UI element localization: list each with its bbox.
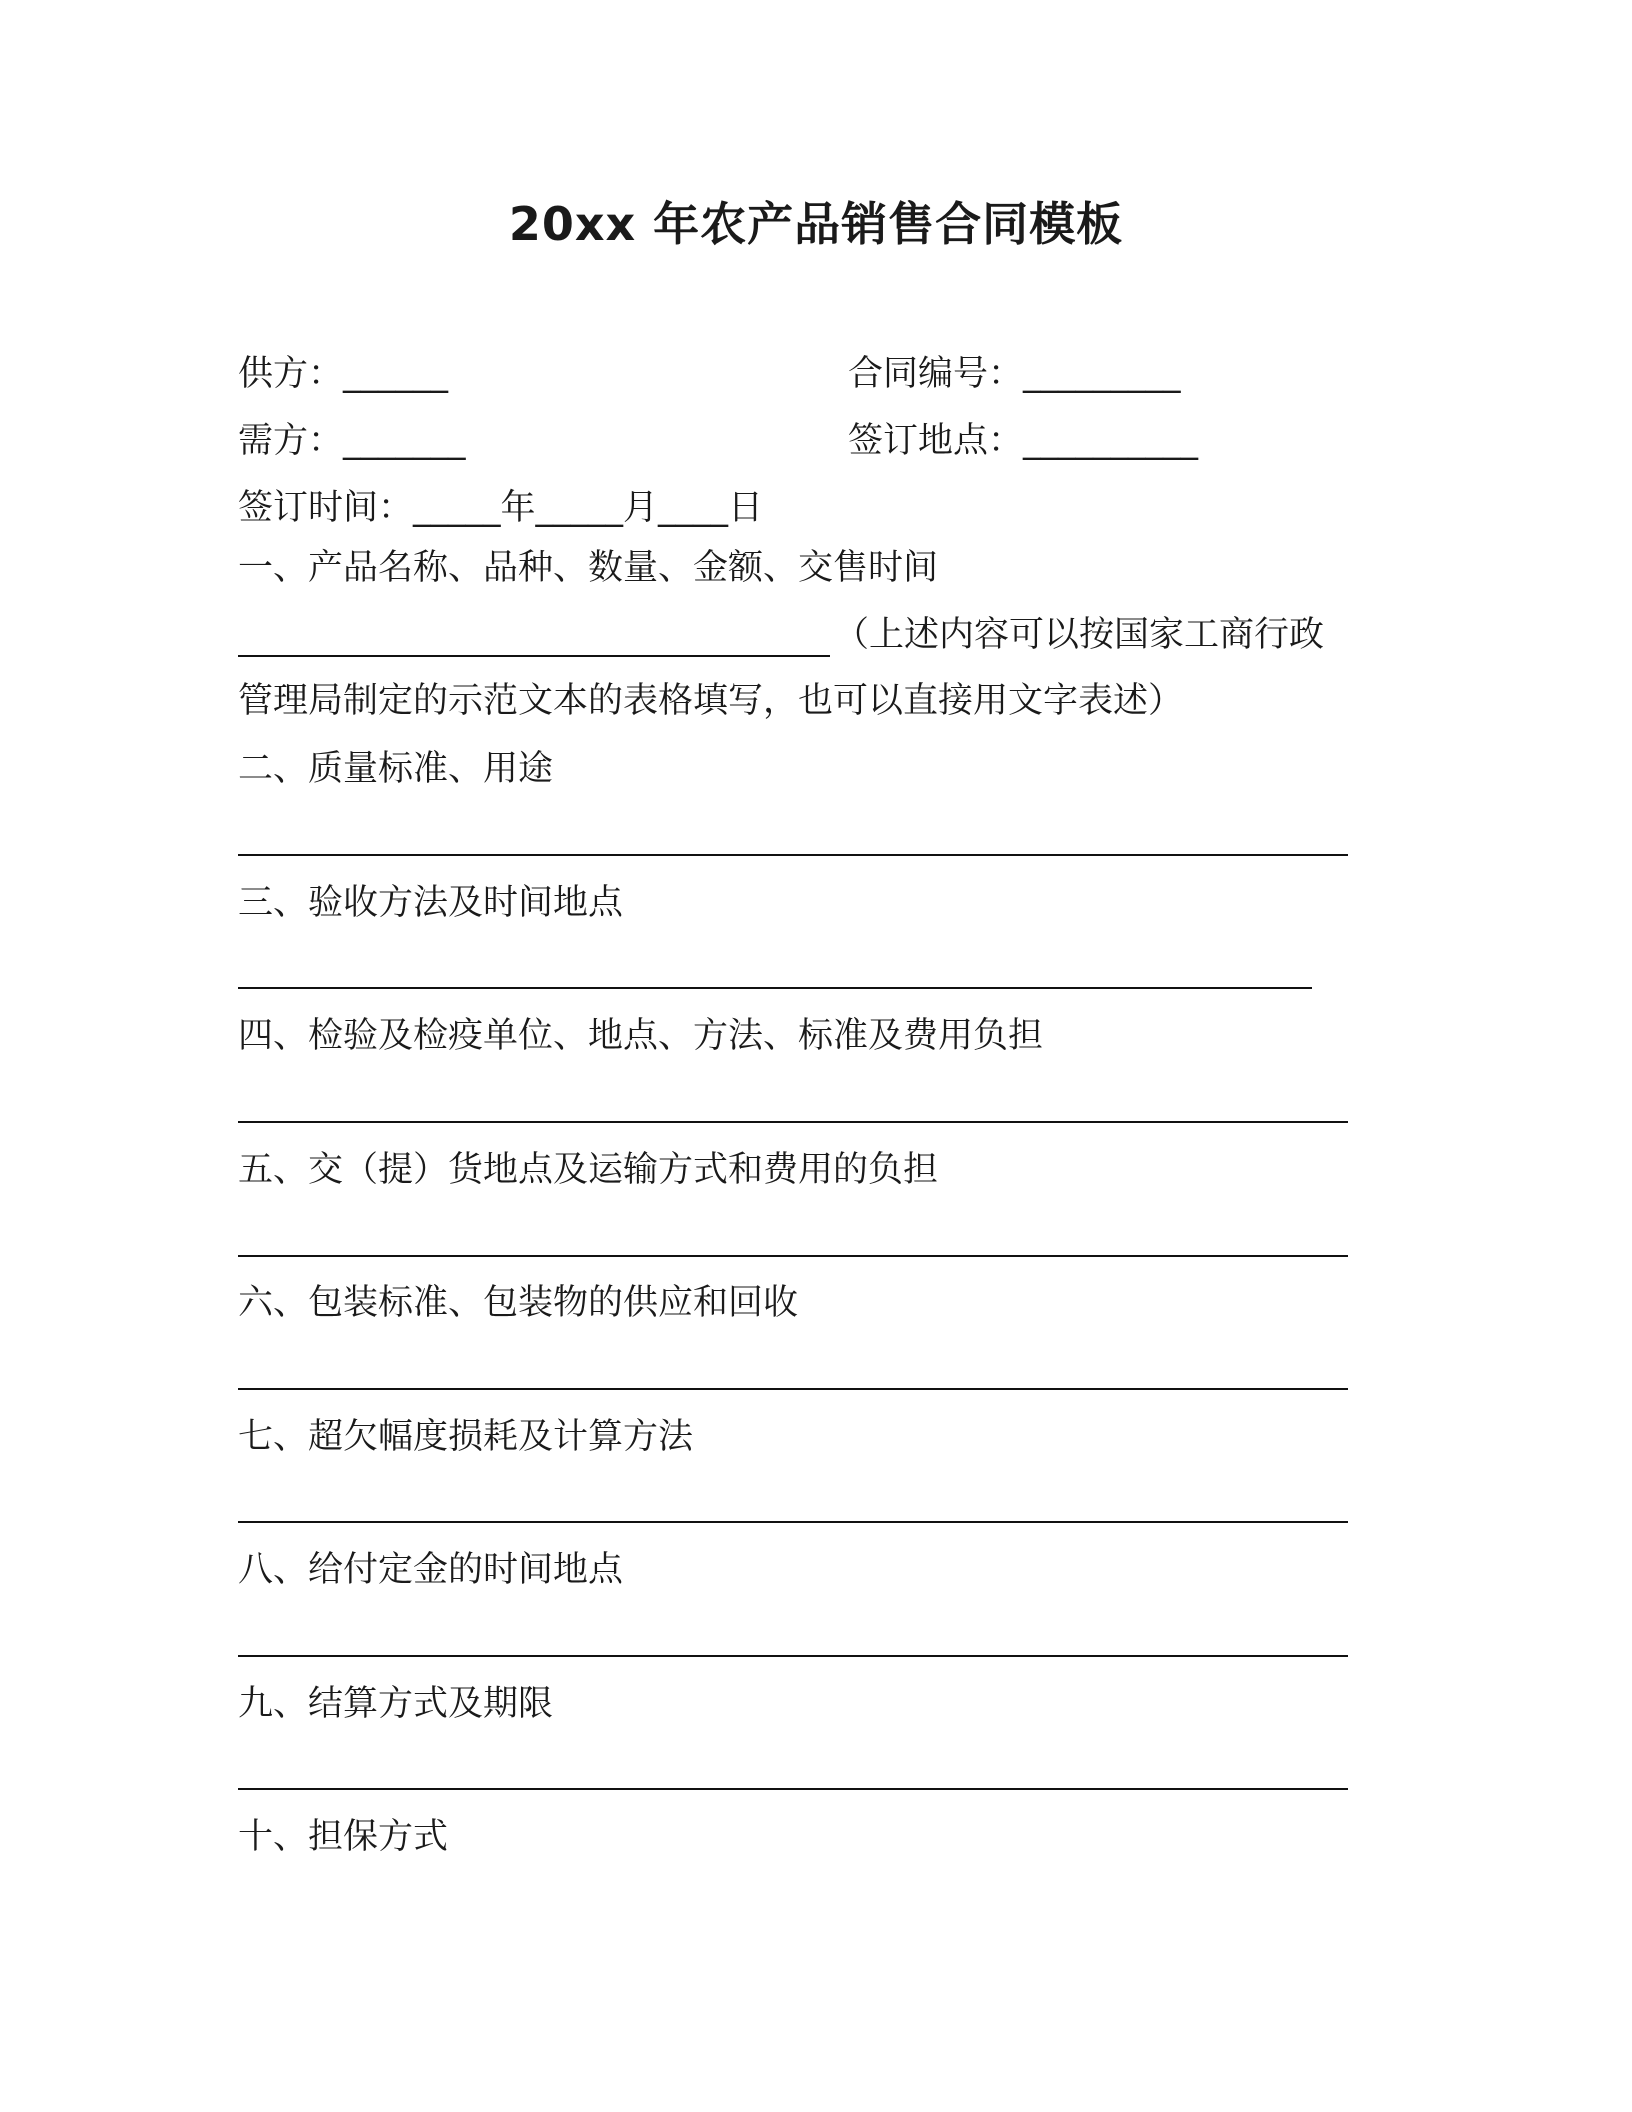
section-4-heading: 四、检验及检疫单位、地点、方法、标准及费用负担	[238, 1016, 1044, 1056]
section-8-heading: 八、给付定金的时间地点	[238, 1550, 624, 1590]
section-3-heading: 三、验收方法及时间地点	[238, 883, 624, 923]
section-1-note-start: （上述内容可以按国家工商行政	[834, 615, 1325, 655]
sign-date-field: 签订时间：_____年_____月____日	[238, 488, 764, 528]
section-9-heading: 九、结算方式及期限	[238, 1684, 554, 1724]
section-8-fill-line	[238, 1655, 1348, 1657]
section-9-fill-line	[238, 1788, 1348, 1790]
section-2-fill-line	[238, 854, 1348, 856]
section-7-fill-line	[238, 1521, 1348, 1523]
section-1-note-end: 管理局制定的示范文本的表格填写，也可以直接用文字表述）	[238, 681, 1184, 721]
section-1-fill-line	[238, 655, 830, 657]
section-6-fill-line	[238, 1388, 1348, 1390]
section-4-fill-line	[238, 1121, 1348, 1123]
section-1-heading: 一、产品名称、品种、数量、金额、交售时间	[238, 548, 939, 588]
section-5-heading: 五、交（提）货地点及运输方式和费用的负担	[238, 1150, 939, 1190]
section-10-heading: 十、担保方式	[238, 1817, 449, 1857]
section-7-heading: 七、超欠幅度损耗及计算方法	[238, 1417, 694, 1457]
section-6-heading: 六、包装标准、包装物的供应和回收	[238, 1283, 799, 1323]
document-title: 20xx 年农产品销售合同模板	[508, 197, 1124, 251]
section-3-fill-line	[238, 987, 1312, 989]
sign-place-field: 签订地点：__________	[848, 421, 1199, 461]
supplier-field: 供方：______	[238, 354, 449, 394]
buyer-field: 需方：_______	[238, 421, 466, 461]
section-2-heading: 二、质量标准、用途	[238, 749, 554, 789]
contract-number-field: 合同编号：_________	[848, 354, 1181, 394]
section-5-fill-line	[238, 1255, 1348, 1257]
